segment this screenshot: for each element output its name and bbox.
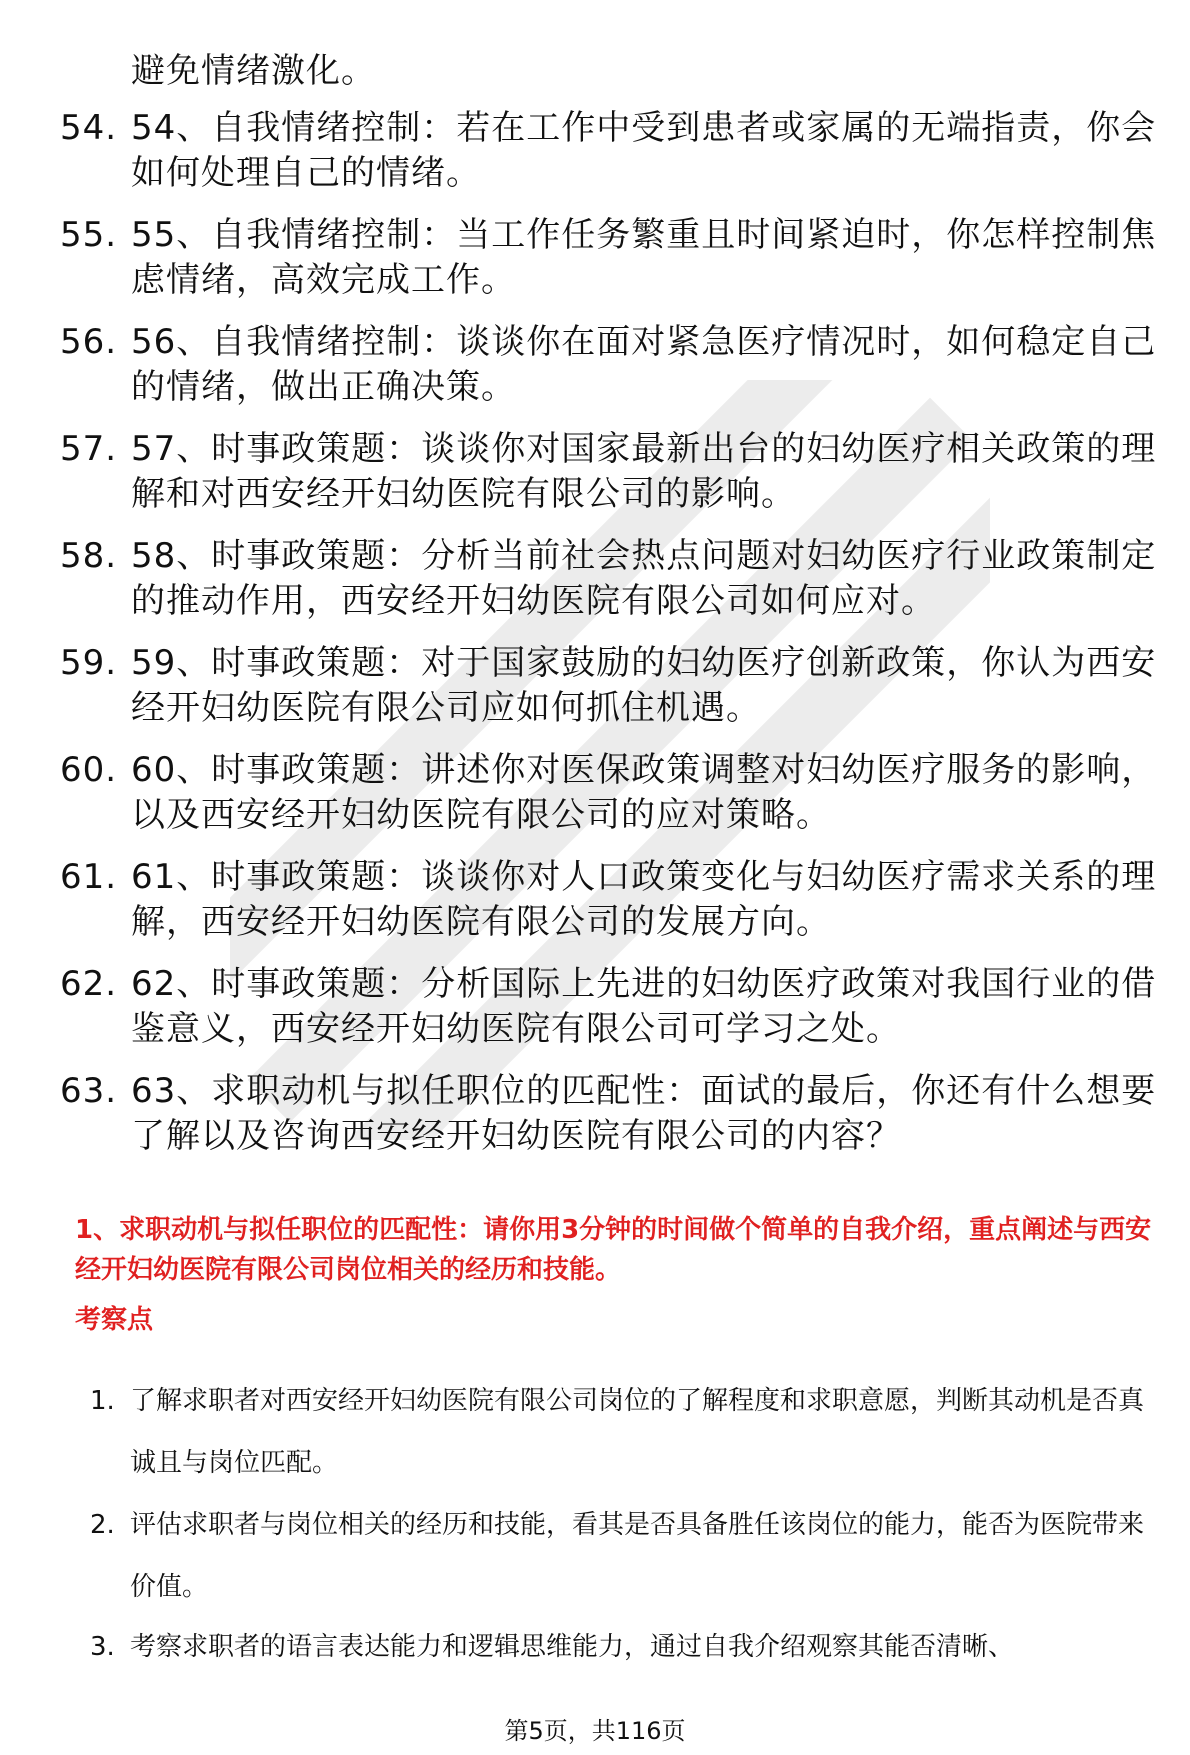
- section-subheading: 考察点: [75, 1305, 154, 1335]
- list-item: [60, 962, 1160, 1052]
- item-text: 55、自我情绪控制：当工作任务繁重且时间紧迫时，你怎样控制焦虑情绪，高效完成工作。: [131, 215, 1157, 300]
- page-footer: 第5页，共116页: [504, 1717, 686, 1745]
- item-number: 63.: [60, 1071, 118, 1111]
- item-text: 63、求职动机与拟任职位的匹配性：面试的最后，你还有什么想要了解以及咨询西安经开妇幼医院有限公司的内容？: [131, 1071, 1157, 1156]
- section-heading: 1、求职动机与拟任职位的匹配性：请你用3分钟的时间做个简单的自我介绍，重点阐述与西安经开妇幼医院有限公司岗位相关的经历和技能。: [75, 1215, 1152, 1285]
- item-number: 59.: [60, 643, 118, 683]
- item-text: 62、时事政策题：分析国际上先进的妇幼医疗政策对我国行业的借鉴意义，西安经开妇幼医院有限公司可学习之处。: [131, 964, 1157, 1049]
- item-number: 62.: [60, 964, 118, 1004]
- item-text: 评估求职者与岗位相关的经历和技能，看其是否具备胜任该岗位的能力，能否为医院带来价值。: [130, 1510, 1145, 1602]
- item-text: 61、时事政策题：谈谈你对人口政策变化与妇幼医疗需求关系的理解，西安经开妇幼医院有限公司的发展方向。: [131, 857, 1157, 942]
- list-item: [60, 855, 1160, 945]
- item-text: 了解求职者对西安经开妇幼医院有限公司岗位的了解程度和求职意愿，判断其动机是否真诚且与岗位匹配。: [130, 1386, 1145, 1478]
- item-text: 59、时事政策题：对于国家鼓励的妇幼医疗创新政策，你认为西安经开妇幼医院有限公司应如何抓住机遇。: [131, 643, 1157, 728]
- list-item: [90, 1370, 1165, 1494]
- list-item: [90, 1494, 1165, 1618]
- list-item: [60, 213, 1160, 303]
- item-number: 60.: [60, 750, 118, 790]
- list-item: [60, 641, 1160, 731]
- item-text: 58、时事政策题：分析当前社会热点问题对妇幼医疗行业政策制定的推动作用，西安经开妇幼医院有限公司如何应对。: [131, 536, 1157, 621]
- item-text: 54、自我情绪控制：若在工作中受到患者或家属的无端指责，你会如何处理自己的情绪。: [131, 108, 1157, 193]
- list-item: [60, 320, 1160, 410]
- item-number: 3.: [90, 1632, 115, 1662]
- item-number: 55.: [60, 215, 118, 255]
- item-number: 54.: [60, 108, 118, 148]
- item-number: 57.: [60, 429, 118, 469]
- item-number: 1.: [90, 1386, 115, 1416]
- item-number: 56.: [60, 322, 118, 362]
- item-number: 58.: [60, 536, 118, 576]
- item-text: 60、时事政策题：讲述你对医保政策调整对妇幼医疗服务的影响，以及西安经开妇幼医院有限公司的应对策略。: [131, 750, 1157, 835]
- list-item: [90, 1616, 1165, 1678]
- list-item: [60, 1069, 1160, 1159]
- list-item: [60, 534, 1160, 624]
- item-text: 56、自我情绪控制：谈谈你在面对紧急医疗情况时，如何稳定自己的情绪，做出正确决策。: [131, 322, 1157, 407]
- item-text: 考察求职者的语言表达能力和逻辑思维能力，通过自我介绍观察其能否清晰、: [130, 1632, 1015, 1662]
- list-item: [60, 427, 1160, 517]
- item-number: 61.: [60, 857, 118, 897]
- item-number: 2.: [90, 1510, 115, 1540]
- continued-text: 避免情绪激化。: [131, 51, 376, 91]
- list-item: [60, 106, 1160, 196]
- list-item: [60, 748, 1160, 838]
- item-text: 57、时事政策题：谈谈你对国家最新出台的妇幼医疗相关政策的理解和对西安经开妇幼医院有限公司的影响。: [131, 429, 1157, 514]
